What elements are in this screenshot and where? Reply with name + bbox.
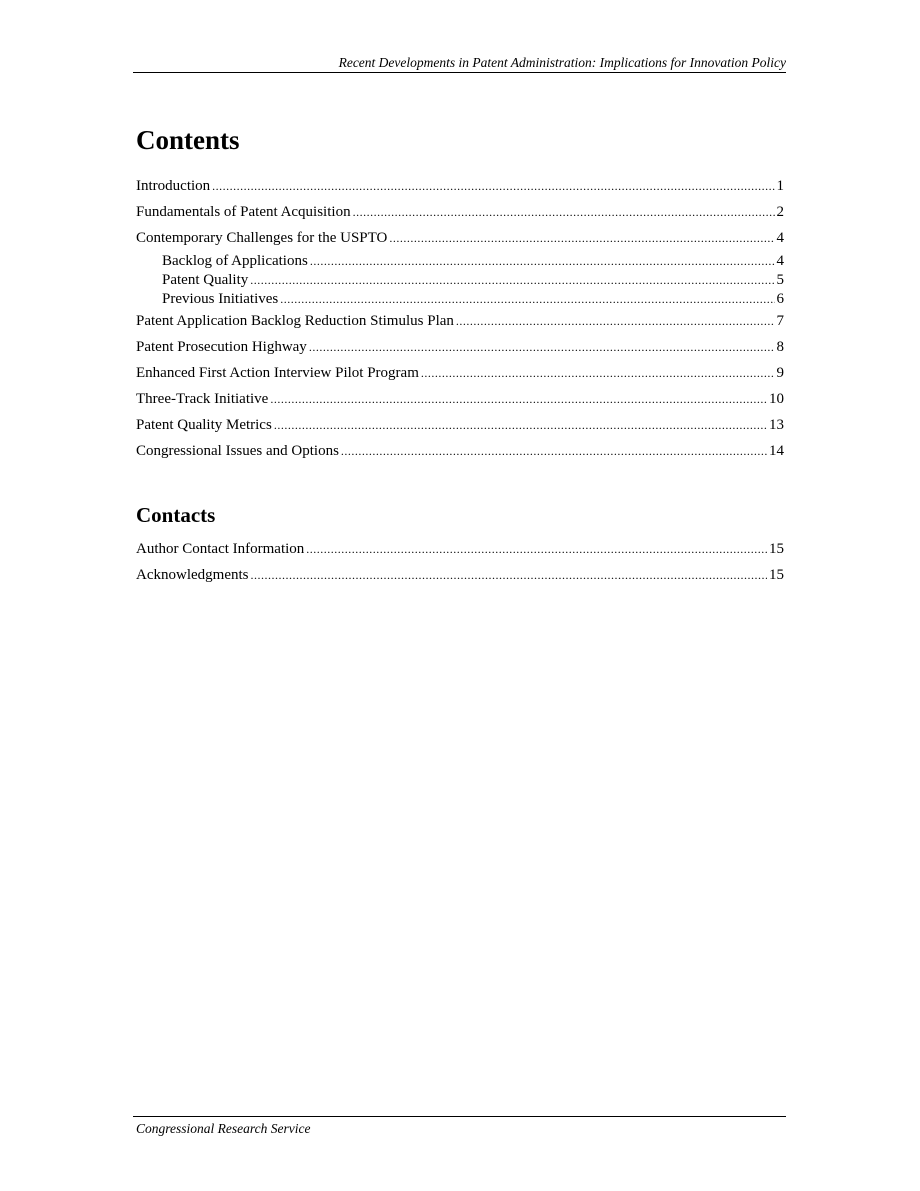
toc-leader-dots xyxy=(250,271,774,289)
page-footer xyxy=(133,1116,786,1137)
toc-entry-page: 8 xyxy=(776,339,784,355)
toc-entry-page: 15 xyxy=(769,567,784,583)
toc-entry-stimulus-plan[interactable] xyxy=(136,312,784,330)
toc-entry-page: 6 xyxy=(776,291,784,307)
toc-entry-previous-initiatives[interactable] xyxy=(162,290,784,308)
toc-entry-three-track[interactable] xyxy=(136,390,784,408)
toc-entry-label: Introduction xyxy=(136,178,211,194)
toc-entry-author-contact[interactable] xyxy=(136,540,784,558)
toc-entry-page: 7 xyxy=(776,313,784,329)
toc-entry-contemporary-challenges[interactable] xyxy=(136,229,784,247)
toc-entry-label: Backlog of Applications xyxy=(162,253,308,269)
toc-entry-prosecution-highway[interactable] xyxy=(136,338,784,356)
toc-entry-page: 15 xyxy=(769,541,784,557)
toc-entry-introduction[interactable] xyxy=(136,177,784,195)
running-header-title: Recent Developments in Patent Administration: Implications for Innovation Policy xyxy=(338,55,786,70)
toc-entry-page: 5 xyxy=(776,272,784,288)
toc-entry-label: Patent Quality xyxy=(162,272,249,288)
toc-entry-page: 4 xyxy=(776,230,784,246)
toc-entry-label: Contemporary Challenges for the USPTO xyxy=(136,230,388,246)
toc-entry-page: 9 xyxy=(776,365,784,381)
toc-entry-label: Enhanced First Action Interview Pilot Program xyxy=(136,365,419,381)
toc-leader-dots xyxy=(274,416,767,434)
toc-leader-dots xyxy=(270,390,767,408)
toc-leader-dots xyxy=(421,364,775,382)
toc-entry-fundamentals[interactable] xyxy=(136,203,784,221)
toc-entry-page: 10 xyxy=(769,391,784,407)
toc-entry-first-action-interview[interactable] xyxy=(136,364,784,382)
toc-entry-congressional-issues[interactable] xyxy=(136,442,784,460)
toc-entry-page: 13 xyxy=(769,417,784,433)
toc-entry-quality-metrics[interactable] xyxy=(136,416,784,434)
toc-entry-label: Author Contact Information xyxy=(136,541,305,557)
toc-entry-label: Patent Quality Metrics xyxy=(136,417,272,433)
contents-title: Contents xyxy=(136,125,240,155)
toc-entry-label: Congressional Issues and Options xyxy=(136,443,339,459)
toc-leader-dots xyxy=(456,312,775,330)
toc-leader-dots xyxy=(353,203,775,221)
toc-entry-label: Patent Prosecution Highway xyxy=(136,339,307,355)
toc-entry-label: Three-Track Initiative xyxy=(136,391,269,407)
toc-entry-label: Fundamentals of Patent Acquisition xyxy=(136,204,351,220)
toc-entry-label: Patent Application Backlog Reduction Stimulus Plan xyxy=(136,313,454,329)
toc-entry-label: Acknowledgments xyxy=(136,567,249,583)
toc-leader-dots xyxy=(280,290,774,308)
toc-entry-patent-quality[interactable] xyxy=(162,271,784,289)
toc-entry-backlog[interactable] xyxy=(162,252,784,270)
toc-leader-dots xyxy=(309,338,775,356)
toc-leader-dots xyxy=(212,177,774,195)
running-header xyxy=(133,56,786,73)
toc-leader-dots xyxy=(306,540,767,558)
toc-entry-page: 14 xyxy=(769,443,784,459)
toc-leader-dots xyxy=(341,442,767,460)
toc-entry-page: 4 xyxy=(776,253,784,269)
toc-entry-label: Previous Initiatives xyxy=(162,291,279,307)
toc-leader-dots xyxy=(389,229,774,247)
toc-leader-dots xyxy=(310,252,775,270)
toc-entry-page: 2 xyxy=(776,204,784,220)
toc-entry-page: 1 xyxy=(776,178,784,194)
toc-leader-dots xyxy=(250,566,767,584)
footer-publisher: Congressional Research Service xyxy=(136,1121,311,1136)
contacts-title: Contacts xyxy=(136,503,216,527)
toc-entry-acknowledgments[interactable] xyxy=(136,566,784,584)
